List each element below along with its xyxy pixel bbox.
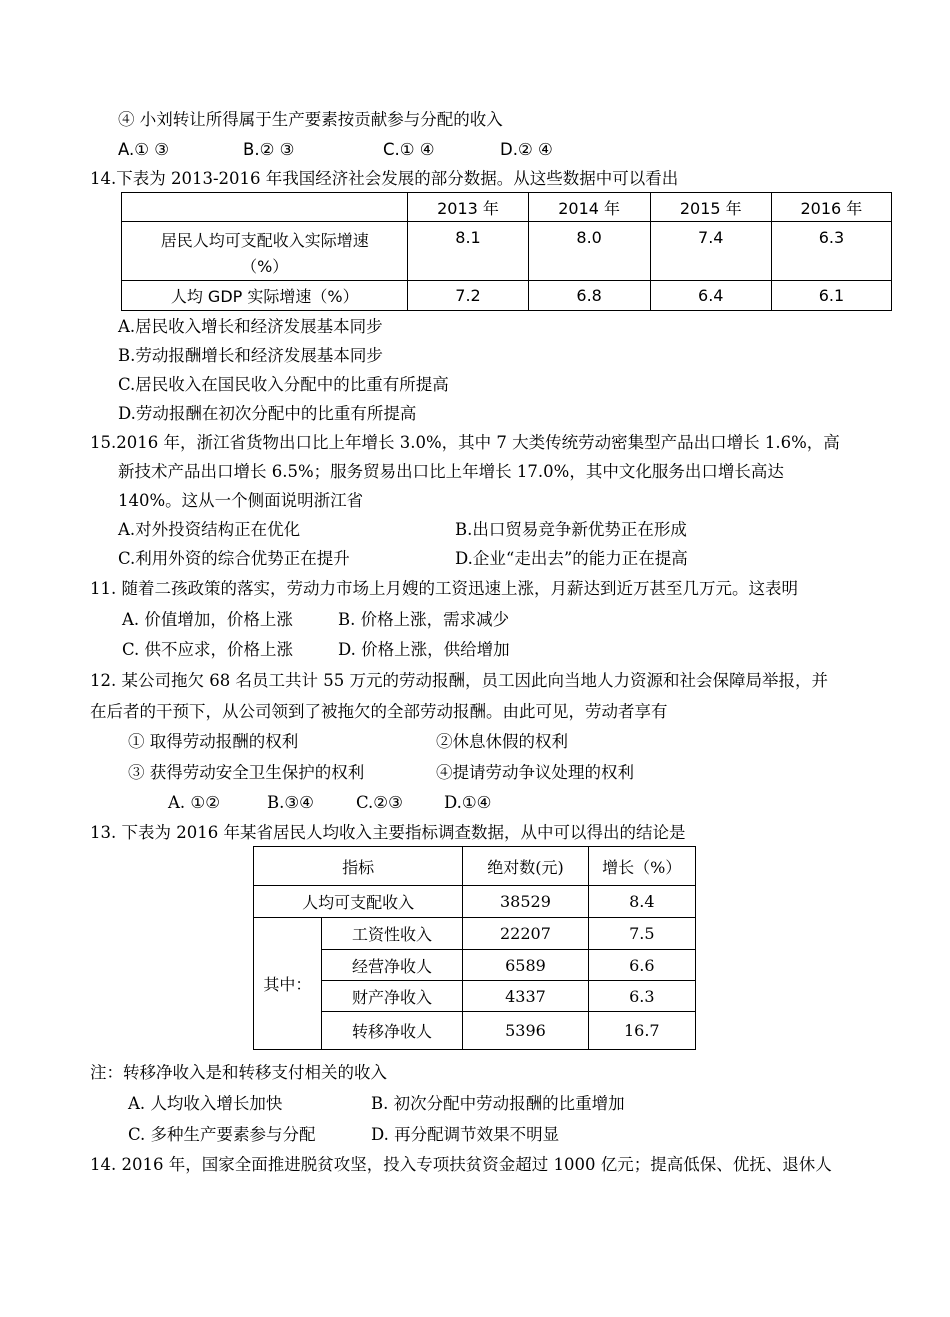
q13-option-a: A. 人均收入增长加快 [128,1094,283,1113]
q12-item2: ②休息休假的权利 [436,732,568,751]
q13-option-c: C. 多种生产要素参与分配 [128,1125,316,1144]
q11-stem: 11. 随着二孩政策的落实，劳动力市场上月嫂的工资迅速上涨，月薪达到近万甚至几万元。这表明 [90,579,798,598]
q14a-stem: 14.下表为 2013-2016 年我国经济社会发展的部分数据。从这些数据中可以看出 [90,169,679,188]
q15-line1: 15.2016 年，浙江省货物出口比上年增长 3.0%，其中 7 大类传统劳动密集型产品出口增长 1.6%，高 [90,433,840,452]
q15-line2: 新技术产品出口增长 6.5%；服务贸易出口比上年增长 17.0%，其中文化服务出口增长高达 [118,462,784,481]
q14a-option-d: D.劳动报酬在初次分配中的比重有所提高 [118,404,417,423]
income-growth: 7.5 [588,918,695,950]
table-cell: 7.4 [650,222,771,281]
q12-line1: 12. 某公司拖欠 68 名员工共计 55 万元的劳动报酬，员工因此向当地人力资源和社会保障局举报，并 [90,671,828,690]
q-prev-option-c: C.① ④ [383,140,435,159]
group-label: 其中： [254,918,322,1050]
q12-item4: ④提请劳动争议处理的权利 [436,763,634,782]
row-label-line2: （%） [241,257,289,276]
income-name: 转移净收人 [321,1012,463,1050]
header-absolute: 绝对数(元) [463,847,588,886]
q11-option-c: C. 供不应求，价格上涨 [122,640,294,659]
table-cell: 7.2 [408,281,528,311]
q-prev-option-a: A.① ③ [118,140,170,159]
total-abs: 38529 [463,886,588,918]
table-cell: 6.8 [528,281,650,311]
q11-option-d: D. 价格上涨，供给增加 [338,640,510,659]
table-cell: 6.1 [771,281,891,311]
income-name: 财产净收入 [321,981,463,1012]
q13-stem: 13. 下表为 2016 年某省居民人均收入主要指标调查数据，从中可以得出的结论是 [90,823,686,842]
table-cell: 8.0 [528,222,650,281]
income-growth: 6.3 [588,981,695,1012]
row-label-income-growth [122,222,408,281]
q14a-option-b: B.劳动报酬增长和经济发展基本同步 [118,346,383,365]
income-growth: 16.7 [588,1012,695,1050]
q14b-stem: 14. 2016 年，国家全面推进脱贫攻坚，投入专项扶贫资金超过 1000 亿元；提高低保、优抚、退休人 [90,1155,832,1174]
row-label-gdp-growth: 人均 GDP 实际增速（%） [122,281,408,311]
q11-option-b: B. 价格上涨，需求减少 [338,610,510,629]
total-growth: 8.4 [588,886,695,918]
q15-line3: 140%。这从一个侧面说明浙江省 [118,491,364,510]
q13-note: 注：转移净收入是和转移支付相关的收入 [90,1063,387,1082]
q13-option-b: B. 初次分配中劳动报酬的比重增加 [371,1094,625,1113]
year-header: 2013 年 [408,193,528,222]
q15-option-d: D.企业“走出去”的能力正在提高 [455,549,688,568]
year-header: 2015 年 [650,193,771,222]
income-name: 工资性收入 [321,918,463,950]
year-header: 2014 年 [528,193,650,222]
income-abs: 4337 [463,981,588,1012]
table-cell: 6.3 [771,222,891,281]
q11-option-a: A. 价值增加，价格上涨 [122,610,293,629]
q12-option-a: A. ①② [168,793,220,812]
income-growth: 6.6 [588,950,695,981]
q12-item3: ③ 获得劳动安全卫生保护的权利 [128,763,365,782]
header-indicator: 指标 [254,847,463,886]
table-corner [122,193,408,222]
income-name: 经营净收人 [321,950,463,981]
q14a-table [121,192,892,311]
table-cell: 8.1 [408,222,528,281]
year-header: 2016 年 [771,193,891,222]
q12-item1: ① 取得劳动报酬的权利 [128,732,299,751]
income-abs: 6589 [463,950,588,981]
q12-option-c: C.②③ [356,793,403,812]
header-growth: 增长（%） [588,847,695,886]
q15-option-c: C.利用外资的综合优势正在提升 [118,549,350,568]
q-prev-item4: ④ 小刘转让所得属于生产要素按贡献参与分配的收入 [118,110,503,129]
q14a-option-a: A.居民收入增长和经济发展基本同步 [118,317,383,336]
row-label-line1: 居民人均可支配收入实际增速 [160,231,369,250]
total-label: 人均可支配收入 [254,886,463,918]
table-cell: 6.4 [650,281,771,311]
income-abs: 5396 [463,1012,588,1050]
q-prev-option-b: B.② ③ [243,140,295,159]
q12-option-d: D.①④ [444,793,492,812]
q-prev-option-d: D.② ④ [500,140,553,159]
q12-option-b: B.③④ [267,793,314,812]
q15-option-b: B.出口贸易竞争新优势正在形成 [455,520,687,539]
income-abs: 22207 [463,918,588,950]
q14a-option-c: C.居民收入在国民收入分配中的比重有所提高 [118,375,449,394]
q15-option-a: A.对外投资结构正在优化 [118,520,301,539]
q12-line2: 在后者的干预下，从公司领到了被拖欠的全部劳动报酬。由此可见，劳动者享有 [90,702,668,721]
q13-table [253,846,696,1050]
q13-option-d: D. 再分配调节效果不明显 [371,1125,560,1144]
